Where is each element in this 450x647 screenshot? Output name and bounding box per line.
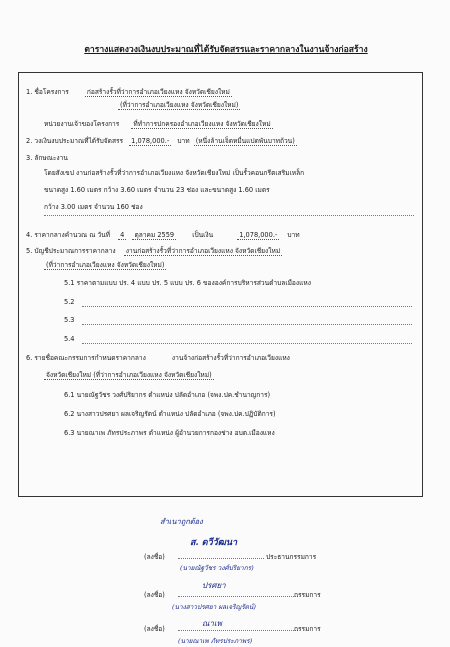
divider: [82, 306, 412, 307]
mid-price-row: [26, 231, 300, 240]
work-line-1: โดยสังเขป งานก่อสร้างรั้วที่ว่าการอำเภอเวียงแหง จังหวัดเชียงใหม่ เป็นรั้วคอนกรีตเสริมเหล็ก: [44, 169, 305, 177]
signature-chairman: ส. ดวีวัฒนา: [190, 538, 238, 548]
estimate-label: 5. บัญชีประมาณการราคากลาง: [26, 247, 116, 255]
signature-role: กรรมการ: [294, 591, 321, 599]
agency-value: ที่ทำการปกครองอำเภอเวียงแหง จังหวัดเชียงใหม่: [133, 120, 271, 128]
estimate-item: 5.1 ราคาตามแบบ ปร. 4 แบบ ปร. 5 แบบ ปร. 6 ขององค์การบริหารส่วนตำบลเมืองแหง: [64, 279, 311, 287]
budget-words: (หนึ่งล้านเจ็ดหมื่นแปดพันบาทถ้วน): [195, 137, 295, 145]
signature-prefix: (ลงชื่อ): [144, 553, 165, 561]
agency-label: หน่วยงานเจ้าของโครงการ: [44, 120, 120, 128]
signature-printed-name: (นายณาเพ ภัทรประภาพร): [178, 637, 253, 645]
signature-line: [178, 630, 298, 631]
estimate-location-value: (ที่ว่าการอำเภอเวียงแหง จังหวัดเชียงใหม่): [46, 261, 165, 269]
committee-row: [26, 354, 290, 363]
committee-member: 6.3 นายณาเพ ภัทรประภาพร ตำแหน่ง ผู้อำนวยการกองช่าง อบต.เมืองแหง: [64, 429, 275, 437]
signature-prefix: (ลงชื่อ): [144, 625, 165, 633]
signature-prefix: (ลงชื่อ): [144, 591, 165, 599]
certified-stamp: สำเนาถูกต้อง: [160, 517, 203, 526]
project-name-label: 1. ชื่อโครงการ: [26, 88, 69, 96]
committee-location: [44, 371, 214, 380]
estimate-item: 5.3: [64, 316, 75, 324]
budget-unit: บาท: [177, 137, 190, 145]
mid-price-day: 4: [120, 231, 125, 239]
committee-member: 6.1 นายณัฐวัชร วงศ์ปริยากร ตำแหน่ง ปลัดอำเภอ (จพง.ปค.ชำนาญการ): [64, 391, 271, 399]
mid-price-unit: บาท: [287, 231, 300, 239]
budget-amount: 1,078,000.-: [131, 137, 170, 145]
estimate-location: [44, 261, 166, 270]
divider: [44, 215, 414, 216]
estimate-item: 5.4: [64, 335, 75, 343]
mid-price-label: 4. ราคากลางคำนวณ ณ วันที่: [26, 231, 111, 239]
signature-role: ประธานกรรมการ: [266, 553, 317, 561]
estimate-row: [26, 247, 282, 256]
signature-line: [178, 558, 264, 559]
budget-row: [26, 137, 297, 146]
project-location-value: (ที่ว่าการอำเภอเวียงแหง จังหวัดเชียงใหม่): [120, 101, 239, 109]
divider: [82, 324, 412, 325]
project-name-value: ก่อสร้างรั้วที่ว่าการอำเภอเวียงแหง จังหวัดเชียงใหม่: [86, 88, 230, 96]
signature-printed-name: (นายณัฐวัชร วงศ์ปริยากร): [180, 564, 254, 572]
committee-value: งานจ้างก่อสร้างรั้วที่ว่าการอำเภอเวียงแหง: [171, 354, 290, 362]
work-line-2: ขนาดสูง 1.60 เมตร กว้าง 3.60 เมตร จำนวน 23 ช่อง และขนาดสูง 1.60 เมตร: [44, 186, 270, 194]
mid-price-amount: 1,078,000.-: [239, 231, 278, 239]
committee-location-value: จังหวัดเชียงใหม่ (ที่ว่าการอำเภอเวียงแหง จังหวัดเชียงใหม่): [46, 371, 212, 379]
mid-price-money-label: เป็นเงิน: [192, 231, 214, 239]
committee-label: 6. รายชื่อคณะกรรมการกำหนดราคากลาง: [26, 354, 146, 362]
work-label: 3. ลักษณะงาน: [26, 154, 68, 162]
committee-member: 6.2 นางสาวปรศยา ผลเจริญรัตน์ ตำแหน่ง ปลัดอำเภอ (จพง.ปค.ปฏิบัติการ): [64, 410, 276, 418]
mid-price-month: ตุลาคม 2559: [134, 231, 175, 239]
signature-role: กรรมการ: [294, 625, 321, 633]
divider: [82, 343, 412, 344]
project-name-row: [26, 88, 232, 97]
estimate-item: 5.2: [64, 298, 75, 306]
signature-printed-name: (นางสาวปรศยา ผลเจริญรัตน์): [172, 603, 256, 611]
signature-line: [178, 596, 298, 597]
signature-member-1: ปรศยา: [202, 581, 226, 590]
work-line-3: กว้าง 3.00 เมตร จำนวน 160 ช่อง: [44, 203, 143, 211]
signature-member-2: ณาเพ: [202, 619, 222, 628]
budget-label: 2. วงเงินงบประมาณที่ได้รับจัดสรร: [26, 137, 124, 145]
estimate-value: งานก่อสร้างรั้วที่ว่าการอำเภอเวียงแหง จังหวัดเชียงใหม่: [125, 247, 281, 255]
agency-row: [44, 120, 273, 129]
page-title: ตารางแสดงวงเงินงบประมาณที่ได้รับจัดสรรและราคากลางในงานจ้างก่อสร้าง: [84, 45, 368, 55]
project-location: [118, 101, 240, 110]
